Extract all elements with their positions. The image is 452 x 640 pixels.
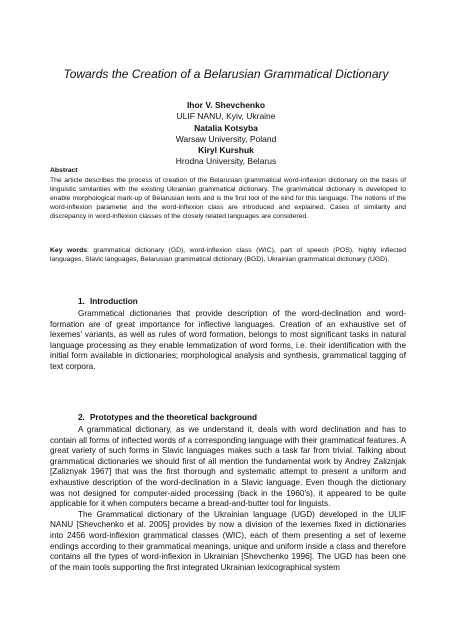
keywords-label: Key words [50,247,88,254]
section-body-introduction [50,309,406,373]
section-number: 1. [78,297,85,306]
section-title: Introduction [90,297,138,306]
section-number: 2. [78,413,85,422]
body-paragraph: A grammatical dictionary, as we understand it, deals with word declination and has to contain all forms of inflected words of a corresponding language with their grammatical features. A great variety of such forms in Slavic languages makes such a task far from trivial. Talking about grammatical dictionaries we should first of all mention the fundamental work by Andrey Zaliznjak [Zaliznyak 1967] that was the first thorough and systematic attempt to present a uniform and exhaustive description of the word-declination in a Slavic language. Even though the dictionary was not designed for computer-aided processing (back in the 1960's), it appeared to be quite applicable for it when computers became a bread-and-butter tool for linguists. [50,425,406,509]
section-heading-prototypes [78,413,257,423]
section-heading-introduction [78,297,138,307]
author-affiliation: Warsaw University, Poland [175,133,277,144]
body-paragraph: The Grammatical dictionary of the Ukrainian language (UGD) developed in the ULIF NANU [Shevchenko et al. 2005] provides by now a division of the lexemes fixed in dictionaries into 2456 word-inflexion grammatical classes (WIC), each of them presenting a set of lexeme endings according to their grammatical meanings, unique and uniform inside a class and therefore contains all the types of word-inflexion in Ukrainian [Shevchenko 1996]. The UGD has been one of the main tools supporting the first integrated Ukrainian lexicographical system [50,509,406,572]
author-affiliation: Hrodna University, Belarus [175,156,277,167]
author-block [0,100,452,168]
paper-title: Towards the Creation of a Belarusian Grammatical Dictionary [63,67,389,81]
abstract-heading: Abstract [50,167,78,174]
keywords-paragraph [50,246,406,264]
keywords-text: : grammatical dictionary (GD), word-inflexion class (WIC), part of speech (POS), highly inflected languages, Slavic languages, Belarusian grammatical dictionary (BGD), Ukrainian grammatical dictionary (UGD). [50,247,407,264]
author-name: Kiryl Kurshuk [198,145,254,156]
abstract-text: The article describes the process of creation of the Belarusian grammatical word-inflexion dictionary on the basis of linguistic similarities with the existing Ukrainian grammatical dictionary. The grammatical dictionary is developed to enable morphological mark-up of Belarusian texts and is the first tool of the kind for this language. The notions of the word-inflexion parameter and the word-inflexion class are introduced and explained. Cases of similarity and discrepancy in word-inflexion classes of the closely related languages are considered. [50,177,406,221]
author-name: Ihor V. Shevchenko [186,100,266,110]
section-title: Prototypes and the theoretical background [90,413,257,422]
body-paragraph: Grammatical dictionaries that provide description of the word-declination and word-formation are of great importance for inflective languages. Creation of an exhaustive set of lexemes' variants, as well as rules of word formation, belongs to most significant tasks in natural language processing as they enable lemmatization of word forms, i.e. their identification with the initial form available in dictionaries; morphological analysis and synthesis, grammatical tagging of text corpora. [50,309,406,371]
author-affiliation: ULIF NANU, Kyiv, Ukraine [176,111,276,122]
author-name: Natalia Kotsyba [194,122,258,133]
section-body-prototypes [50,425,406,573]
